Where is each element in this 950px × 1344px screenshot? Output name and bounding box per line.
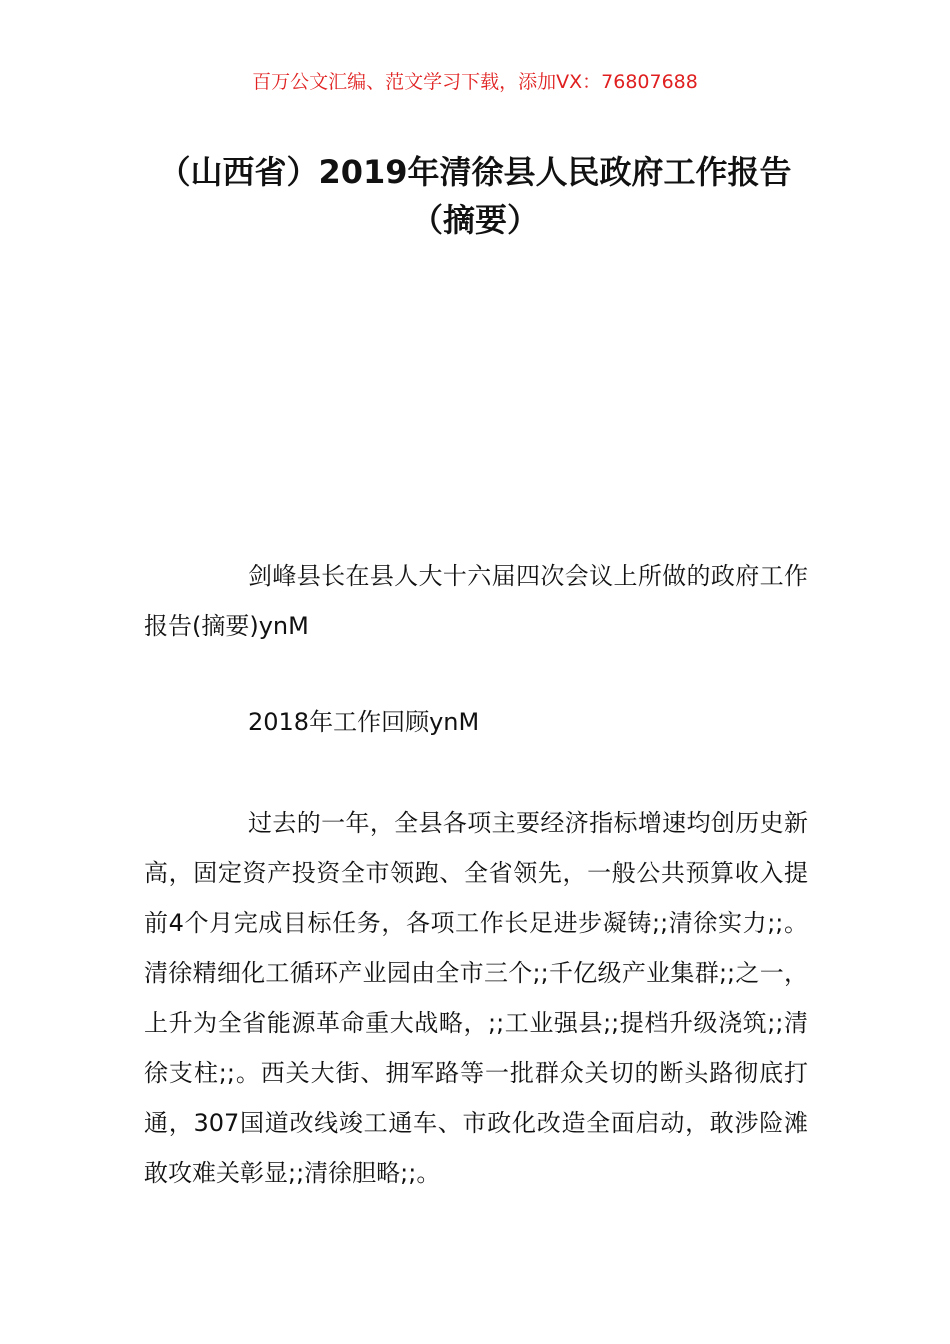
section-heading: 2018年工作回顾ynM: [248, 708, 480, 736]
paragraph-intro: 剑峰县长在县人大十六届四次会议上所做的政府工作报告(摘要)ynM: [144, 562, 808, 640]
paragraph-review: 过去的一年，全县各项主要经济指标增速均创历史新高，固定资产投资全市领跑、全省领先，一般公共预算收入提前4个月完成目标任务，各项工作长足进步凝铸;;清徐实力;;。清徐精细化工循环产业园由全市三个;;千亿级产业集群;;之一，上升为全省能源革命重大战略，;;工业强县;;提档升级浇筑;;清徐支柱;;。西关大街、拥军路等一批群众关切的断头路彻底打通，307国道改线竣工通车、市政化改造全面启动，敢涉险滩敢攻难关彰显;;清徐胆略;;。: [144, 809, 808, 1187]
document-title: （山西省）2019年清徐县人民政府工作报告（摘要）: [158, 153, 792, 239]
header-watermark-note: 百万公文汇编、范文学习下载，添加VX：76807688: [252, 71, 698, 93]
